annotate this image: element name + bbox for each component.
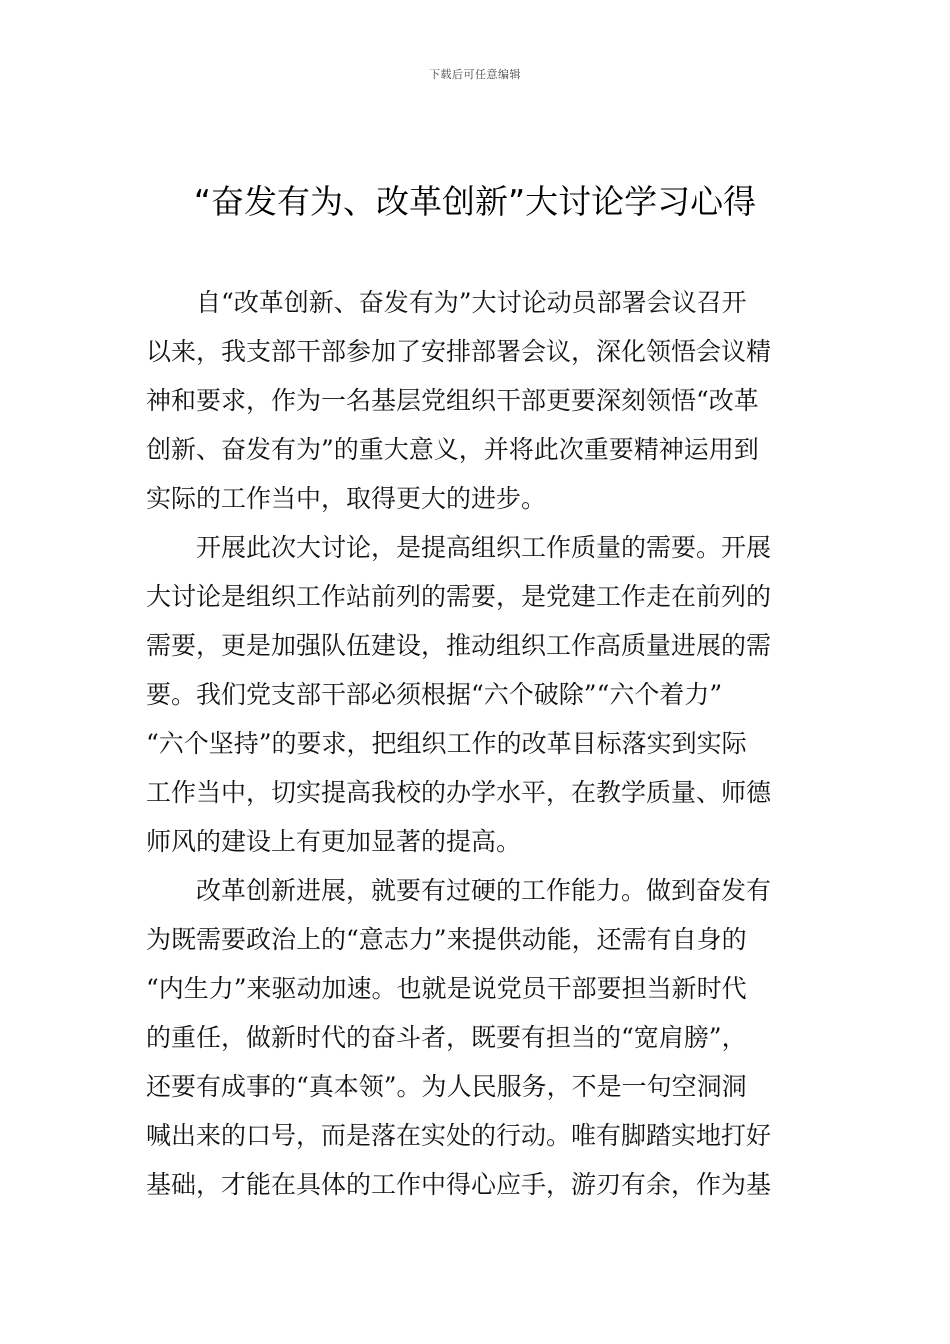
paragraph-3-line-4: 的重任，做新时代的奋斗者，既要有担当的“宽肩膀”， xyxy=(146,1023,747,1052)
paragraph-3-line-6: 喊出来的口号，而是落在实处的行动。唯有脚踏实地打好 xyxy=(146,1121,772,1150)
paragraph-1-line-2: 以来，我支部干部参加了安排部署会议，深化领悟会议精 xyxy=(146,337,772,366)
paragraph-2-line-5: “六个坚持”的要求，把组织工作的改革目标落实到实际 xyxy=(146,729,747,758)
paragraph-3-line-1: 改革创新进展，就要有过硬的工作能力。做到奋发有 xyxy=(196,876,772,905)
paragraph-2-line-1: 开展此次大讨论，是提高组织工作质量的需要。开展 xyxy=(196,533,772,562)
paragraph-1-line-3: 神和要求，作为一名基层党组织干部更要深刻领悟“改革 xyxy=(146,386,759,415)
paragraph-2-line-6: 工作当中，切实提高我校的办学水平，在教学质量、师德 xyxy=(146,778,772,807)
paragraph-2-line-3: 需要，更是加强队伍建设，推动组织工作高质量进展的需 xyxy=(146,631,772,660)
document-title: “奋发有为、改革创新”大讨论学习心得 xyxy=(193,182,757,221)
paragraph-2-line-2: 大讨论是组织工作站前列的需要，是党建工作走在前列的 xyxy=(146,582,772,611)
header-note: 下载后可任意编辑 xyxy=(429,68,521,81)
paragraph-2-line-7: 师风的建设上有更加显著的提高。 xyxy=(146,827,522,856)
paragraph-3-line-2: 为既需要政治上的“意志力”来提供动能，还需有自身的 xyxy=(146,925,747,954)
paragraph-3-line-5: 还要有成事的“真本领”。为人民服务，不是一句空洞洞 xyxy=(146,1072,747,1101)
paragraph-3-line-7: 基础，才能在具体的工作中得心应手，游刃有余，作为基 xyxy=(146,1170,772,1199)
paragraph-2-line-4: 要。我们党支部干部必须根据“六个破除”“六个着力” xyxy=(146,680,723,709)
paragraph-1-line-4: 创新、奋发有为”的重大意义，并将此次重要精神运用到 xyxy=(146,435,759,464)
paragraph-1-line-1: 自“改革创新、奋发有为”大讨论动员部署会议召开 xyxy=(196,288,747,317)
paragraph-1-line-5: 实际的工作当中，取得更大的进步。 xyxy=(146,484,547,513)
paragraph-3-line-3: “内生力”来驱动加速。也就是说党员干部要担当新时代 xyxy=(146,974,747,1003)
document-body xyxy=(146,278,806,1209)
